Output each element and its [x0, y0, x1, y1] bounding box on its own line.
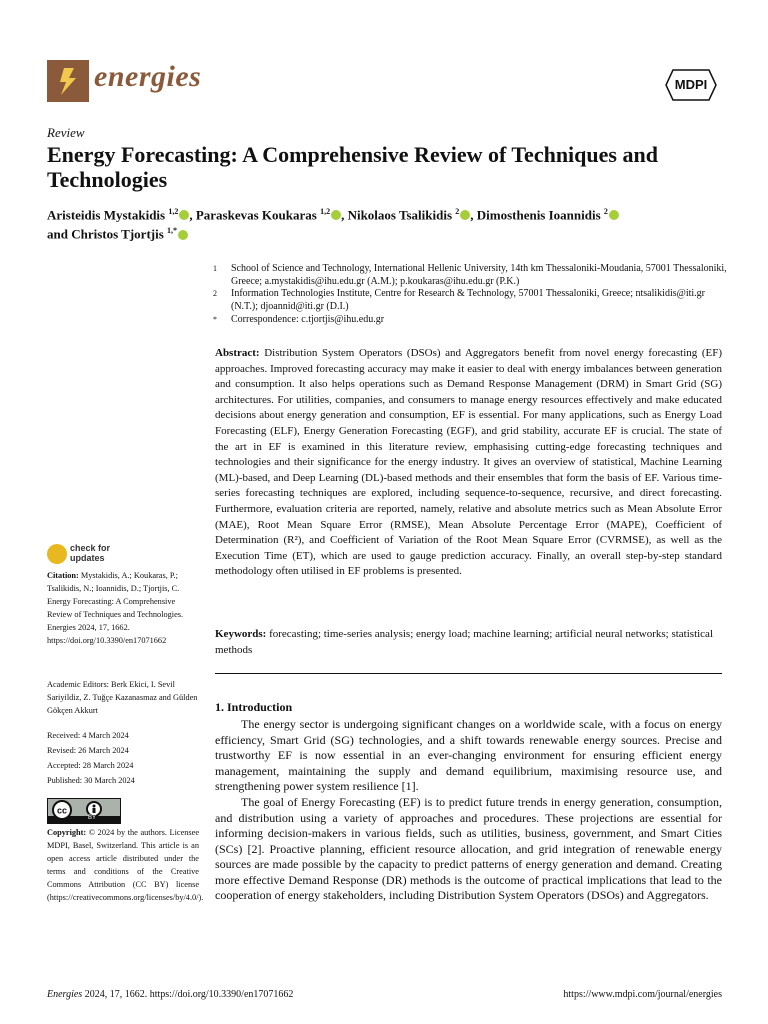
abstract-label: Abstract:: [215, 347, 260, 359]
orcid-icon[interactable]: [460, 210, 470, 220]
published-date: Published: 30 March 2024: [47, 776, 135, 785]
paragraph: The energy sector is undergoing significant changes on a worldwide scale, with a focus on energy efficiency, Smart Grid (SG) technologies, and a shift towards renewable energy sources. Precise and trustworthy EF is now essential in an ever-changing environment for ensuring efficient energy management, maintaining the supply and demand equilibrium, maximising resource use, and strengthening power system resilience [1].: [215, 717, 722, 793]
keywords: [215, 627, 722, 658]
svg-text:cc: cc: [56, 805, 68, 816]
copyright: Copyright: © 2024 by the authors. Licensee MDPI, Basel, Switzerland. This article is an open access article distributed under the terms and conditions of the Creative Commons Attribution (CC BY) license (https://creativecommons.org/licenses/by/4.0/).: [47, 828, 204, 902]
check-updates-label[interactable]: check for updates: [70, 543, 111, 563]
section-heading: 1. Introduction: [215, 700, 293, 714]
journal-logo: [47, 60, 89, 102]
author-name: Paraskevas Koukaras: [195, 207, 317, 223]
check-updates-icon[interactable]: [47, 544, 67, 564]
orcid-icon[interactable]: [609, 210, 619, 220]
academic-editors: Academic Editors: Berk Ekici, I. Sevil Sariyildiz, Z. Tuğçe Kazanasmaz and Gülden Gökçen Akkurt: [47, 680, 198, 715]
keywords-text: forecasting; time-series analysis; energy load; machine learning; artificial neural networks; statistical methods: [215, 628, 713, 656]
publisher-name: MDPI: [674, 77, 708, 92]
author-name: Dimosthenis Ioannidis: [476, 207, 601, 223]
author-name: and Christos Tjortjis: [47, 226, 164, 242]
author-name: Aristeidis Mystakidis: [47, 207, 166, 223]
lightning-icon: [47, 60, 89, 102]
cc-license-badge[interactable]: [47, 798, 121, 824]
citation: Citation: Mystakidis, A.; Koukaras, P.; Tsalikidis, N.; Ioannidis, D.; Tjortjis, C. Energy Forecasting: A Comprehensive Review of Techniques and Technologies. Energies 2024, 17, 1662. https://doi.org/10.3390/en17071662: [47, 571, 184, 645]
journal-name: energies: [94, 60, 202, 93]
author-list: Aristeidis Mystakidis $^{1,2}$ , Paraskevas Koukaras $^{1,2}$ , Nikolaos Tsalikidis $^2$ , Dimosthenis Ioannidis $^2$ and Christos Tjortjis $^{1,*}$: [47, 204, 727, 243]
revised-date: Revised: 26 March 2024: [47, 746, 129, 755]
orcid-icon[interactable]: [179, 210, 189, 220]
footer-url[interactable]: https://www.mdpi.com/journal/energies: [563, 989, 722, 1000]
article-title: Energy Forecasting: A Comprehensive Review of Techniques and Technologies: [47, 142, 658, 192]
accepted-date: Accepted: 28 March 2024: [47, 761, 134, 770]
received-date: Received: 4 March 2024: [47, 731, 129, 740]
abstract: [215, 346, 722, 580]
footer-citation: Energies 2024, 17, 1662. https://doi.org/10.3390/en17071662: [47, 989, 294, 1000]
publisher-logo: [665, 68, 717, 102]
orcid-icon[interactable]: [331, 210, 341, 220]
keywords-label: Keywords:: [215, 628, 267, 640]
paragraph: The goal of Energy Forecasting (EF) is to predict future trends in energy generation, consumption, and distribution using a variety of approaches and procedures. These projections are essential for informing decision-makers in various fields, such as utilities, business, government, and Smart Cities (SCs) [2]. Proactive planning, efficient resource allocation, and grid integration of renewable energy sources are made possible by the capacity to predict patterns of energy generation and demand. Creating more effective Demand Response (DR) methods is the outcome of practical implications that lead to the cooperation of energy stakeholders, including Distribution System Operators (DSOs) and Aggregators.: [215, 795, 722, 902]
divider: [215, 673, 722, 674]
article-type: Review: [47, 125, 85, 140]
cc-by-label: BY: [88, 815, 97, 821]
cc-by-icon: [48, 799, 120, 823]
abstract-text: Distribution System Operators (DSOs) and Aggregators benefit from novel energy forecasting (EF) approaches. Improved forecasting accuracy may make it easier to deal with energy imbalances between generation and consumption. It also helps operations such as Demand Response Management (DRM) in Smart Grid (SG) architectures. For utilities, companies, and consumers to manage energy resources effectively and make educated decisions about energy generation and consumption, EF is essential. For many applications, such as Energy Load Forecasting (ELF), Energy Generation Forecasting (EGF), and grid stability, accurate EF is crucial. The state of the art in EF is examined in this literature review, emphasising cutting-edge forecasting techniques and technologies and their significance for the energy industry. It gives an overview of statistical, Machine Learning (ML)-based, and Deep Learning (DL)-based methods and their ensembles that form the basis of EF. Various time-series forecasting techniques are explored, including sequence-to-sequence, recursive, and direct forecasting. Furthermore, evaluation criteria are reported, namely, relative and absolute metrics such as Mean Absolute Error (MAE), Root Mean Square Error (RMSE), Mean Absolute Percentage Error (MAPE), Coefficient of Determination (R²), and Coefficient of Variation of the Root Mean Square Error (CVRMSE), as well as the Execution Time (ET), which are used to gauge prediction accuracy. Finally, an overall step-by-step standard methodology often utilised in EF problems is presented.: [215, 347, 723, 578]
orcid-icon[interactable]: [178, 230, 188, 240]
author-name: Nikolaos Tsalikidis: [347, 207, 452, 223]
